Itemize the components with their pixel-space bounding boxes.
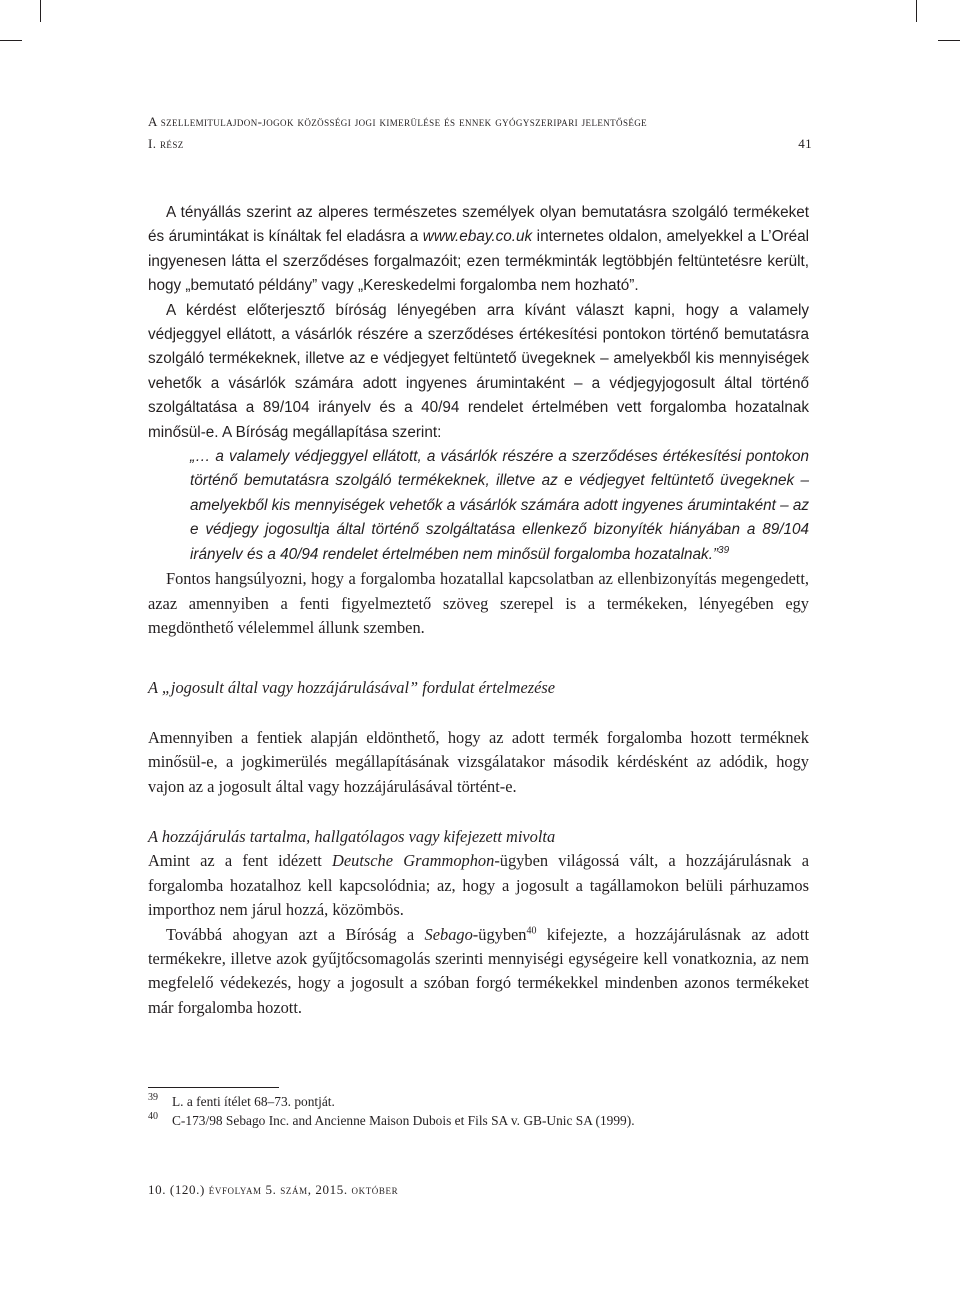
block-quote: „… a valamely védjeggyel ellátott, a vásárlók részére a szerződéses értékesítési pontokon történő bemutatásra szolgáló termékeknek, illetve az e védjegyet feltüntető üvegeknek – amelyekből kis mennyiségek vehetők a vásárlók számára adott ingyenes árumintaként – az e védjegy jogosultja által történő szolgáltatása ellenkező bizonyíték hiányában a 89/104 irányelv és a 40/94 rendelet értelmében nem minősül forgalomba hozatalnak.”$^{39}$ [190, 448, 809, 563]
case-name: Sebago [424, 924, 473, 944]
crop-mark-top-right [916, 0, 917, 22]
paragraph-4: Amennyiben a fentiek alapján eldönthető, hogy az adott termék forgalomba hozott terméknek minősül-e, a jogkimerülés megállapításának vizsgálatakor második kérdésként az adódik, hogy vajon az a jogosult által vagy hozzájárulásával történt-e. [148, 727, 809, 796]
footnotes [148, 1092, 788, 1130]
footnote-text: L. a fenti ítélet 68–73. pontját. [172, 1094, 335, 1109]
paragraph-1: A tényállás szerint az alperes természetes személyek olyan bemutatásra szolgáló termékeket és árumintákat is kínáltak fel eladásra a www.ebay.co.uk internetes oldalon, amelyekkel a L’Oréal ingyenesen látta el szerződéses forgalmazóit; ezen termékminták legtöbbjén feltüntetésre került, hogy „bemutató példány” vagy „Kereskedelmi forgalomba nem hozható”. [148, 204, 809, 295]
footnote-ref-40: 40 [526, 925, 537, 937]
paragraph-5: Amint az a fent idézett Deutsche Grammophon-ügyben világossá vált, a hozzájárulásnak a forgalomba hozatalhoz kell kapcsolódnia; az, hogy a jogosult a tagállamokon belüli párhuzamos importhoz nem járul hozzá, közömbös. [148, 851, 809, 920]
footnote-number: 39 [148, 1092, 158, 1103]
footnote-number: 40 [148, 1111, 158, 1122]
paragraph-2: A kérdést előterjesztő bíróság lényegében arra kívánt választ kapni, hogy a valamely védjeggyel ellátott, a vásárlók részére a szerződéses értékesítési pontokon történő bemutatásra szolgáló termékeknek, illetve az e védjegyet feltüntető üvegeknek – amelyekből kis mennyiségek vehetők a vásárlók számára adott ingyenes árumintaként – a védjegyjogosult által történő szolgáltatása a 89/104 irányelv és a 40/94 rendelet értelmében vett forgalomba hozatalnak minősül-e. A Bíróság megállapítása szerint: [148, 301, 809, 441]
running-title-line2: I. rész [148, 136, 184, 151]
section-heading-1: A „jogosult által vagy hozzájárulásával” fordulat értelmezése [148, 678, 556, 698]
crop-mark-top-left [40, 0, 41, 22]
footnote-ref-39: 39 [718, 544, 730, 556]
running-title-line1: A szellemitulajdon-jogok közösségi jogi kimerülése és ennek gyógyszeripari jelentősége [148, 114, 648, 129]
running-header [148, 111, 812, 155]
footnote-rule [148, 1087, 279, 1088]
footnote [148, 1092, 788, 1111]
url-text: www.ebay.co.uk [422, 228, 533, 246]
paragraph-6: Továbbá ahogyan azt a Bíróság a Sebago-ügyben$^{40}$ kifejezte, a hozzájárulásnak az adott termékekre, illetve azok gyűjtőcsomagolás szerinti mennyiségi egységeire kell vonatkoznia, az nem megfelelő védekezés, hogy a jogosult a szóban forgó termékekkel mindenben azonos termékeket már forgalomba hozott. [148, 924, 809, 1017]
body-text [148, 201, 809, 1020]
page-number: 41 [798, 136, 812, 151]
issue-footer: 10. (120.) évfolyam 5. szám, 2015. október [148, 1182, 399, 1197]
footnote [148, 1111, 788, 1130]
section-heading-2: A hozzájárulás tartalma, hallgatólagos vagy kifejezett mivolta [148, 826, 556, 846]
crop-mark-top-right-h [938, 40, 960, 41]
crop-mark-top-left-h [0, 40, 22, 41]
case-name: Deutsche Grammophon [332, 851, 495, 871]
footnote-text: C-173/98 Sebago Inc. and Ancienne Maison Dubois et Fils SA v. GB-Unic SA (1999). [172, 1113, 635, 1128]
paragraph-3: Fontos hangsúlyozni, hogy a forgalomba hozatallal kapcsolatban az ellenbizonyítás megengedett, azaz amennyiben a fenti figyelmeztető szöveg szerepel is a termékeken, lényegében egy megdönthető vélelemmel állunk szemben. [148, 569, 809, 637]
